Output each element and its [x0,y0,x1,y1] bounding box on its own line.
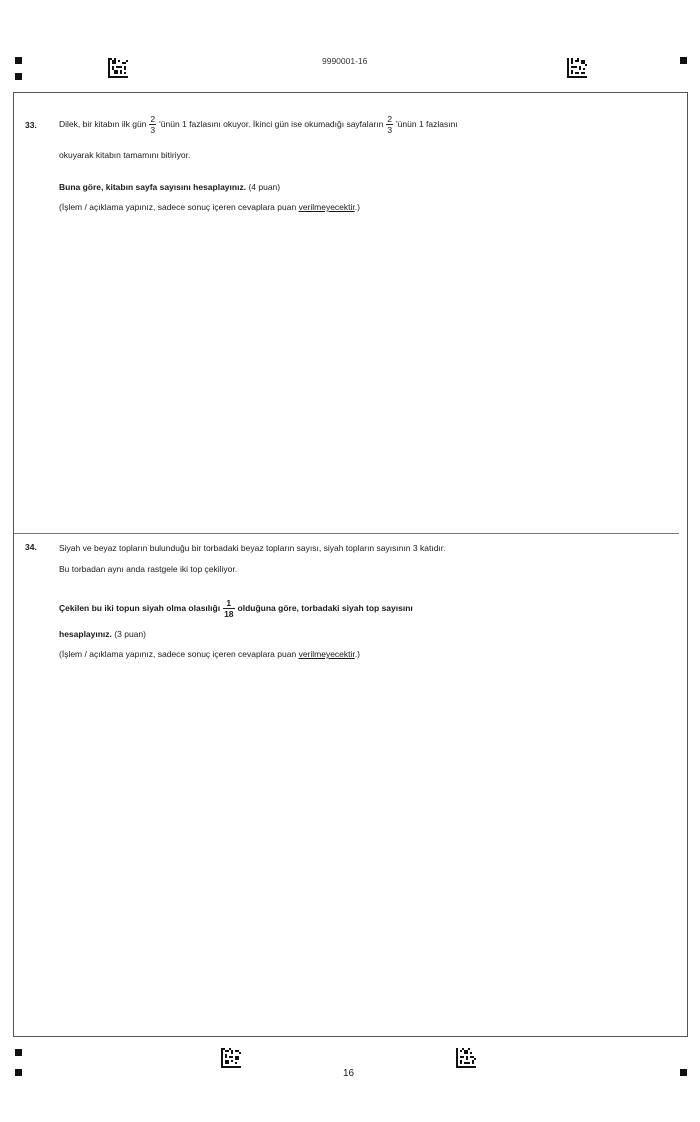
note-text: .) [354,202,360,212]
question-task [59,628,146,640]
question-text: 'ünün 1 fazlasını [396,118,458,129]
fraction-denominator: 18 [224,609,234,619]
question-task [59,598,413,619]
fraction [149,114,156,135]
task-text: Buna göre, kitabın sayfa sayısını hesaplayınız. [59,182,247,192]
question-text-line: Bu torbadan aynı anda rastgele iki top çekiliyor. [59,564,238,574]
datamatrix-code [221,1048,241,1068]
booklet-code: 9990001-16 [322,56,368,66]
question-text: 'ünün 1 fazlasını okuyor. İkinci gün ise okumadığı sayfaların [159,118,384,129]
instruction-note [59,648,360,660]
fraction-numerator: 2 [387,114,393,124]
fraction-denominator: 3 [387,125,393,135]
task-text: Çekilen bu iki topun siyah olma olasılığı [59,602,221,613]
datamatrix-code [567,58,587,78]
registration-mark [15,1069,22,1076]
fraction [223,598,234,619]
question-number: 33. [25,120,37,130]
note-underlined: verilmeyecektir [298,202,355,212]
instruction-note [59,201,360,213]
task-text: olduğuna göre, torbadaki siyah top sayısını [237,602,413,613]
points: (4 puan) [248,182,281,192]
task-text: hesaplayınız. [59,629,112,639]
datamatrix-code [108,58,128,78]
fraction-numerator: 1 [223,598,234,609]
registration-mark [15,57,22,64]
fraction-numerator: 2 [150,114,156,124]
question-text-line: okuyarak kitabın tamamını bitiriyor. [59,150,191,160]
registration-mark [680,57,687,64]
registration-mark [15,73,22,80]
question-number: 34. [25,542,37,552]
points: (3 puan) [114,629,146,639]
note-underlined: verilmeyecektir [298,649,355,659]
question-task [59,181,280,193]
page-number: 16 [343,1068,355,1079]
note-text: .) [354,649,360,659]
registration-mark [15,1049,22,1056]
question-text-line [59,114,458,135]
fraction [386,114,393,135]
question-text: Dilek, bir kitabın ilk gün [59,118,147,129]
fraction-denominator: 3 [150,125,156,135]
question-text-line: Siyah ve beyaz topların bulunduğu bir torbadaki beyaz topların sayısı, siyah topların sayısının 3 katıdır. [59,543,446,553]
question-divider [14,533,679,534]
note-text: (İşlem / açıklama yapınız, sadece sonuç içeren cevaplara puan [59,202,297,212]
registration-mark [680,1069,687,1076]
note-text: (İşlem / açıklama yapınız, sadece sonuç içeren cevaplara puan [59,649,297,659]
datamatrix-code [456,1048,476,1068]
